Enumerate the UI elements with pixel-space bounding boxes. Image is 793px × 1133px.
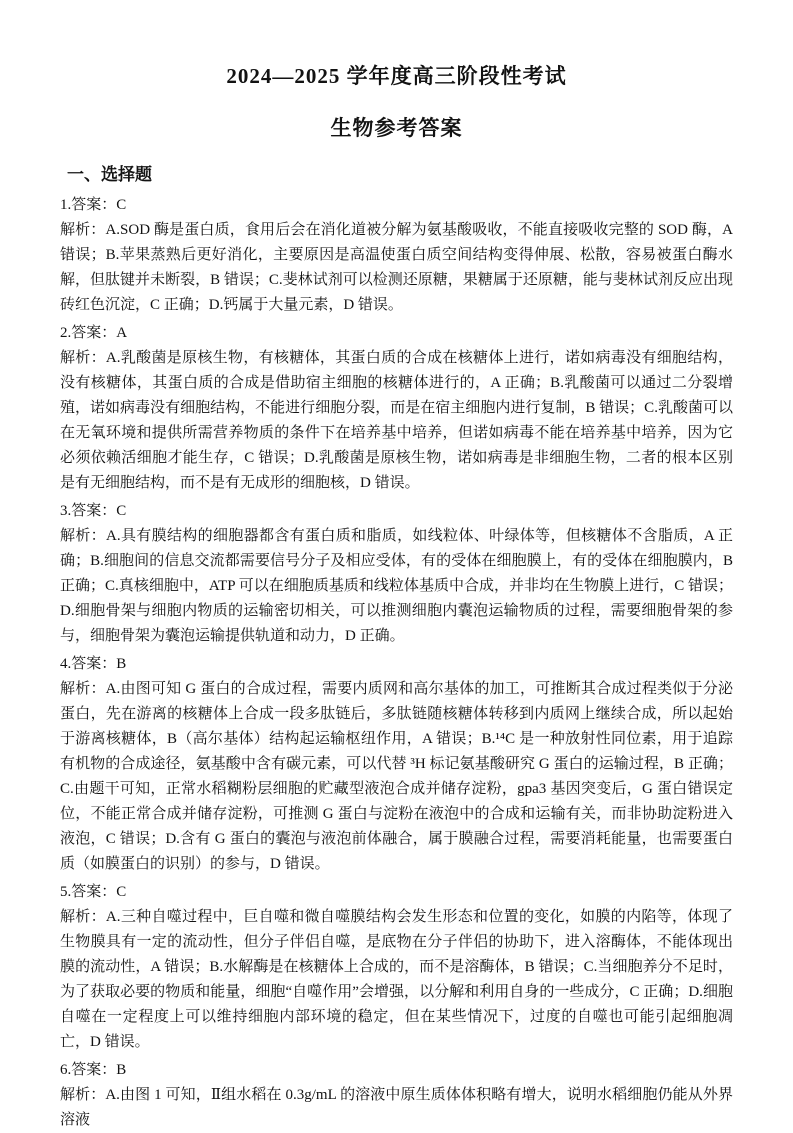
- answer-block-4: [60, 652, 733, 877]
- document-title: 2024—2025 学年度高三阶段性考试: [226, 64, 567, 88]
- answer-label: 6.答案：B: [60, 1062, 127, 1078]
- answer-label: 4.答案：B: [60, 656, 127, 672]
- answer-block-5: [60, 880, 733, 1055]
- answer-block-1: [60, 193, 733, 318]
- answer-analysis: 解析：A.由图 1 可知，Ⅱ组水稻在 0.3g/mL 的溶液中原生质体体积略有增大，说明水稻细胞仍能从外界溶液: [60, 1087, 733, 1128]
- answer-label: 1.答案：C: [60, 197, 127, 213]
- answer-label: 3.答案：C: [60, 503, 127, 519]
- answer-analysis: 解析：A.SOD 酶是蛋白质，食用后会在消化道被分解为氨基酸吸收，不能直接吸收完整的 SOD 酶，A 错误；B.苹果蒸熟后更好消化，主要原因是高温使蛋白质空间结构变得伸展、松散，容易被蛋白酶水解，但肽键并未断裂，B 错误；C.斐林试剂可以检测还原糖，果糖属于还原糖，能与斐林试剂反应出现砖红色沉淀，C 正确；D.钙属于大量元素，D 错误。: [60, 222, 733, 313]
- answer-analysis: 解析：A.三种自噬过程中，巨自噬和微自噬膜结构会发生形态和位置的变化，如膜的内陷等，体现了生物膜具有一定的流动性，但分子伴侣自噬，是底物在分子伴侣的协助下，进入溶酶体，不能体现出膜的流动性，A 错误；B.水解酶是在核糖体上合成的，而不是溶酶体，B 错误；C.当细胞养分不足时，为了获取必要的物质和能量，细胞“自噬作用”会增强，以分解和利用自身的一些成分，C 正确；D.细胞自噬在一定程度上可以维持细胞内部环境的稳定，但在某些情况下，过度的自噬也可能引起细胞凋亡，D 错误。: [60, 909, 733, 1050]
- document-subtitle: 生物参考答案: [330, 116, 463, 140]
- answer-analysis: 解析：A.乳酸菌是原核生物，有核糖体，其蛋白质的合成在核糖体上进行，诺如病毒没有细胞结构，没有核糖体，其蛋白质的合成是借助宿主细胞的核糖体进行的，A 正确；B.乳酸菌可以通过二分裂增殖，诺如病毒没有细胞结构，不能进行细胞分裂，而是在宿主细胞内进行复制，B 错误；C.乳酸菌可以在无氧环境和提供所需营养物质的条件下在培养基中培养，但诺如病毒不能在培养基中培养，因为它必须依赖活细胞才能生存，C 错误；D.乳酸菌是原核生物，诺如病毒是非细胞生物，二者的根本区别是有无细胞结构，而不是有无成形的细胞核，D 错误。: [60, 350, 733, 491]
- answer-analysis: 解析：A.由图可知 G 蛋白的合成过程，需要内质网和高尔基体的加工，可推断其合成过程类似于分泌蛋白，先在游离的核糖体上合成一段多肽链后，多肽链随核糖体转移到内质网上继续合成，所以起始于游离核糖体，B（高尔基体）结构起运输枢纽作用，A 错误；B.¹⁴C 是一种放射性同位素，用于追踪有机物的合成途径，氨基酸中含有碳元素，可以代替 ³H 标记氨基酸研究 G 蛋白的运输过程，B 正确；C.由题干可知，正常水稻糊粉层细胞的贮藏型液泡合成并储存淀粉，gpa3 基因突变后，G 蛋白错误定位，不能正常合成并储存淀粉，可推测 G 蛋白与淀粉在液泡中的合成和运输有关，而非协助淀粉进入液泡，C 错误；D.含有 G 蛋白的囊泡与液泡前体融合，属于膜融合过程，需要消耗能量，也需要蛋白质（如膜蛋白的识别）的参与，D 错误。: [60, 681, 733, 872]
- answer-block-3: [60, 499, 733, 649]
- answer-label: 5.答案：C: [60, 884, 127, 900]
- answer-label: 2.答案：A: [60, 325, 128, 341]
- answer-analysis: 解析：A.具有膜结构的细胞器都含有蛋白质和脂质，如线粒体、叶绿体等，但核糖体不含脂质，A 正确；B.细胞间的信息交流都需要信号分子及相应受体，有的受体在细胞膜上，有的受体在细胞膜内，B 正确；C.真核细胞中，ATP 可以在细胞质基质和线粒体基质中合成，并非均在生物膜上进行，C 错误；D.细胞骨架与细胞内物质的运输密切相关，可以推测细胞内囊泡运输物质的过程，需要细胞骨架的参与，细胞骨架为囊泡运输提供轨道和动力，D 正确。: [60, 528, 733, 644]
- answer-block-2: [60, 321, 733, 496]
- section-heading: 一、选择题: [67, 165, 152, 184]
- answers-list: [60, 193, 733, 1133]
